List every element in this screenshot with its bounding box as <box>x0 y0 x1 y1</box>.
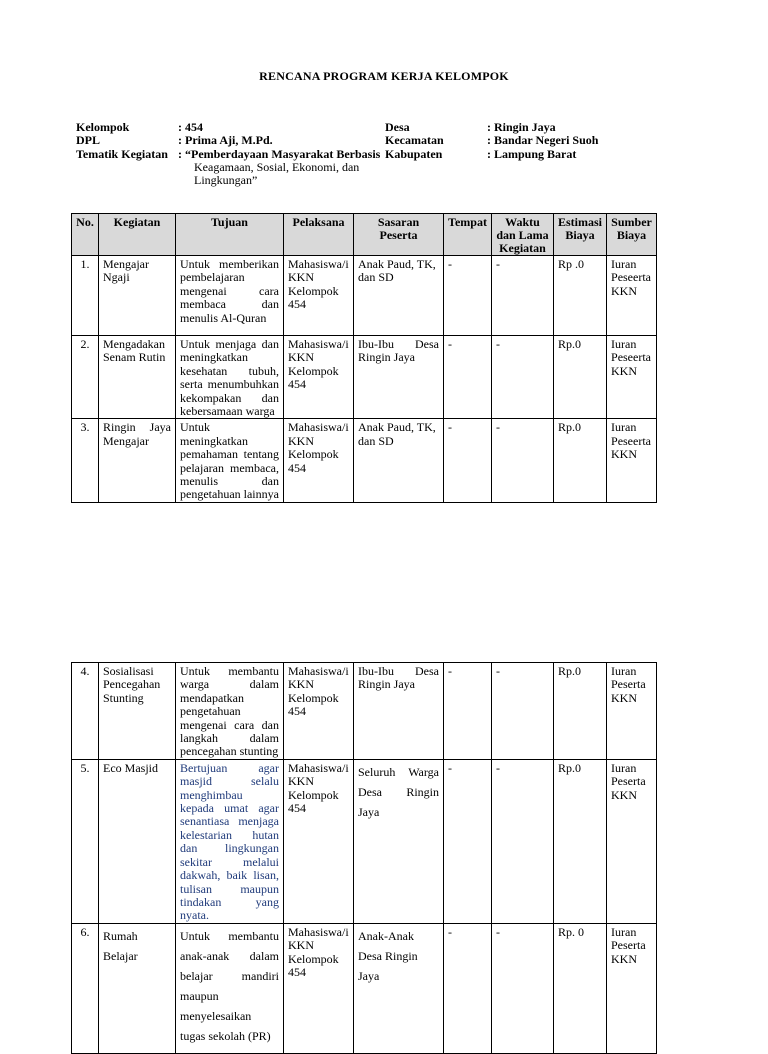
header-sasaran: Sasaran Peserta <box>354 214 444 256</box>
tematik-label: Tematik Kegiatan <box>76 147 168 161</box>
row-no: 1. <box>72 256 99 336</box>
kabupaten-label: Kabupaten <box>385 147 443 161</box>
info-right <box>385 121 645 166</box>
row-waktu: - <box>492 663 554 760</box>
row-tujuan: Untuk meningkatkan pemahaman tentang pelajaran membaca, menulis dan pengetahuan lainnya <box>176 419 284 502</box>
table-row <box>72 256 657 336</box>
row-waktu: - <box>492 759 554 923</box>
row-no: 5. <box>72 759 99 923</box>
row-pelaksana: Mahasiswa/i KKN Kelompok 454 <box>284 759 354 923</box>
program-table-part-2 <box>71 662 657 1054</box>
header-kegiatan: Kegiatan <box>99 214 176 256</box>
table-row <box>72 759 657 923</box>
row-estimasi: Rp.0 <box>554 336 607 419</box>
row-sasaran: Seluruh Warga Desa Ringin Jaya <box>354 759 444 923</box>
row-sumber: Iuran Peseerta KKN <box>607 336 657 419</box>
row-estimasi: Rp. 0 <box>554 923 607 1053</box>
row-kegiatan: Mengajar Ngaji <box>99 256 176 336</box>
kecamatan-value: : Bandar Negeri Suoh <box>487 133 599 147</box>
row-no: 3. <box>72 419 99 502</box>
row-pelaksana: Mahasiswa/i KKN Kelompok 454 <box>284 663 354 760</box>
row-kegiatan: Eco Masjid <box>99 759 176 923</box>
row-no: 6. <box>72 923 99 1053</box>
row-no: 2. <box>72 336 99 419</box>
header-waktu: Waktu dan Lama Kegiatan <box>492 214 554 256</box>
row-sumber: Iuran Peseerta KKN <box>607 419 657 502</box>
row-kegiatan: Rumah Belajar <box>99 923 176 1053</box>
row-sasaran: Anak Paud, TK, dan SD <box>354 256 444 336</box>
row-kegiatan: Ringin Jaya Mengajar <box>99 419 176 502</box>
row-no: 4. <box>72 663 99 760</box>
row-pelaksana: Mahasiswa/i KKN Kelompok 454 <box>284 923 354 1053</box>
header-pelaksana: Pelaksana <box>284 214 354 256</box>
table-row <box>72 663 657 760</box>
header-sumber: Sumber Biaya <box>607 214 657 256</box>
row-sumber: Iuran Peserta KKN <box>607 759 657 923</box>
row-estimasi: Rp .0 <box>554 256 607 336</box>
desa-label: Desa <box>385 120 410 134</box>
row-sasaran: Anak-Anak Desa Ringin Jaya <box>354 923 444 1053</box>
header-tujuan: Tujuan <box>176 214 284 256</box>
program-table-part-1 <box>71 213 657 503</box>
row-kegiatan: Mengadakan Senam Rutin <box>99 336 176 419</box>
kelompok-label: Kelompok <box>76 120 130 134</box>
document-title: RENCANA PROGRAM KERJA KELOMPOK <box>259 69 509 83</box>
header-tempat: Tempat <box>444 214 492 256</box>
row-sumber: Iuran Peseerta KKN <box>607 256 657 336</box>
table-header-row <box>72 214 657 256</box>
row-tempat: - <box>444 419 492 502</box>
row-tempat: - <box>444 663 492 760</box>
row-tujuan: Untuk memberikan pembelajaran mengenai cara membaca dan menulis Al-Quran <box>176 256 284 336</box>
dpl-label: DPL <box>76 133 100 147</box>
info-left <box>76 120 381 191</box>
kecamatan-label: Kecamatan <box>385 133 444 147</box>
row-tujuan: Untuk menjaga dan meningkatkan kesehatan tubuh, serta menumbuhkan kekompakan dan kebersamaan warga <box>176 336 284 419</box>
row-tujuan: Bertujuan agar masjid selalu menghimbau kepada umat agar senantiasa menjaga kelestarian hutan dan lingkungan sekitar melalui dakwah, baik lisan, tulisan maupun tindakan yang nyata. <box>176 759 284 923</box>
dpl-value: : Prima Aji, M.Pd. <box>178 133 273 147</box>
row-tempat: - <box>444 923 492 1053</box>
tematik-value-line1: : “Pemberdayaan Masyarakat Berbasis <box>178 147 381 161</box>
row-sasaran: Ibu-Ibu Desa Ringin Jaya <box>354 336 444 419</box>
row-waktu: - <box>492 336 554 419</box>
header-no: No. <box>72 214 99 256</box>
row-sasaran: Anak Paud, TK, dan SD <box>354 419 444 502</box>
tematik-value-line3: Lingkungan” <box>194 173 258 187</box>
row-tempat: - <box>444 256 492 336</box>
row-estimasi: Rp.0 <box>554 419 607 502</box>
row-estimasi: Rp.0 <box>554 663 607 760</box>
row-tempat: - <box>444 759 492 923</box>
row-waktu: - <box>492 923 554 1053</box>
row-tujuan: Untuk membantu anak-anak dalam belajar mandiri maupun menyelesaikan tugas sekolah (PR) <box>176 923 284 1053</box>
row-pelaksana: Mahasiswa/i KKN Kelompok 454 <box>284 256 354 336</box>
row-kegiatan: Sosialisasi Pencegahan Stunting <box>99 663 176 760</box>
row-pelaksana: Mahasiswa/i KKN Kelompok 454 <box>284 419 354 502</box>
row-estimasi: Rp.0 <box>554 759 607 923</box>
row-tempat: - <box>444 336 492 419</box>
desa-value: : Ringin Jaya <box>487 120 556 134</box>
kabupaten-value: : Lampung Barat <box>487 147 577 161</box>
row-waktu: - <box>492 419 554 502</box>
row-sumber: Iuran Peserta KKN <box>607 663 657 760</box>
row-sumber: Iuran Peserta KKN <box>607 923 657 1053</box>
header-estimasi: Estimasi Biaya <box>554 214 607 256</box>
table-row <box>72 923 657 1053</box>
table-row <box>72 336 657 419</box>
row-sasaran: Ibu-Ibu Desa Ringin Jaya <box>354 663 444 760</box>
table-row <box>72 419 657 502</box>
kelompok-value: : 454 <box>178 120 203 134</box>
tematik-value-line2: Keagamaan, Sosial, Ekonomi, dan <box>194 160 360 174</box>
row-waktu: - <box>492 256 554 336</box>
row-tujuan: Untuk membantu warga dalam mendapatkan pengetahuan mengenai cara dan langkah dalam pencegahan stunting <box>176 663 284 760</box>
row-pelaksana: Mahasiswa/i KKN Kelompok 454 <box>284 336 354 419</box>
